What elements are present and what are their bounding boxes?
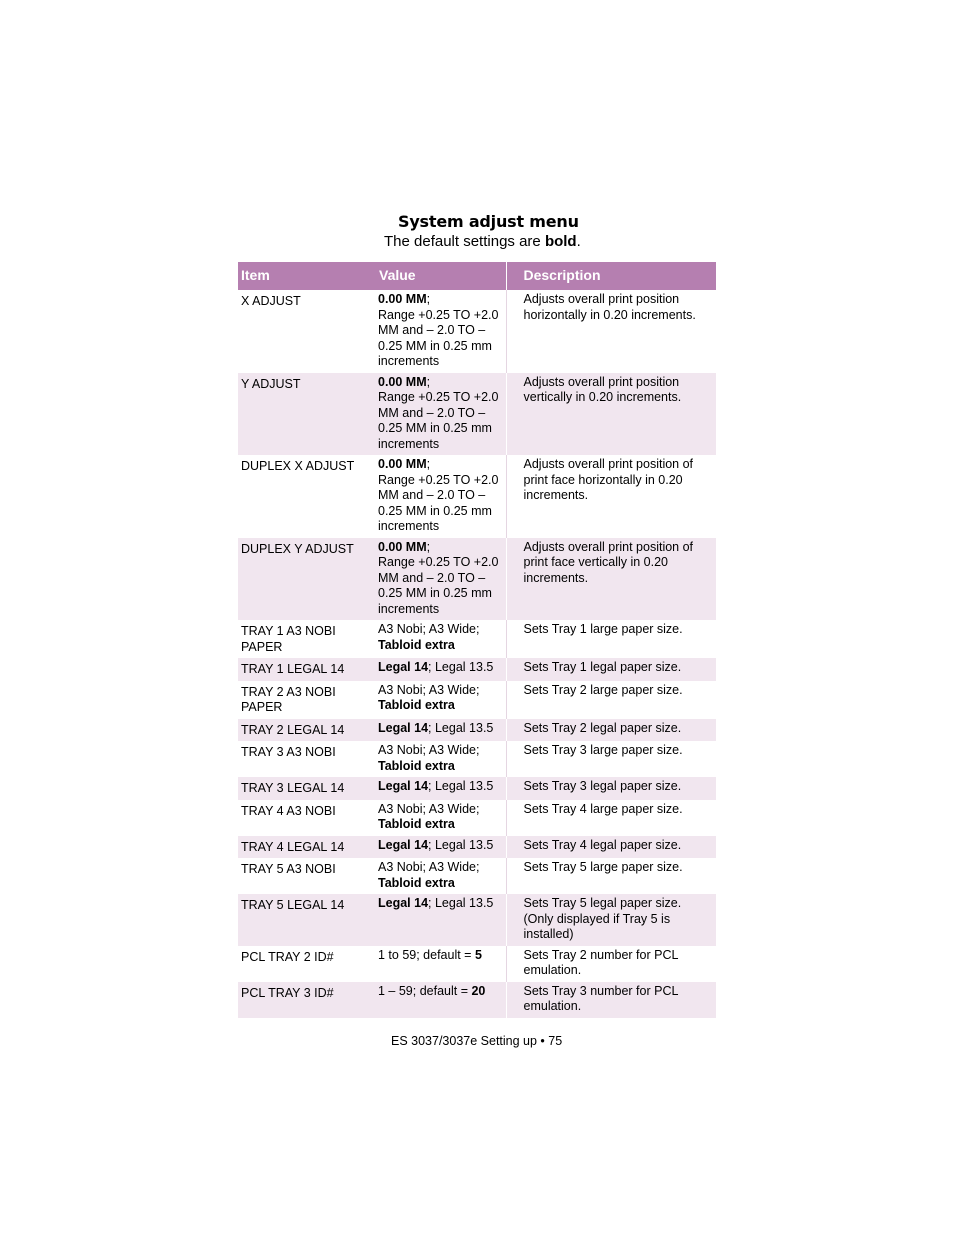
row-item: DUPLEX Y ADJUST [238, 538, 375, 621]
row-value [375, 373, 506, 456]
row-value-text: ; Legal 13.5 [428, 660, 494, 674]
row-value [375, 455, 506, 538]
row-value-text: 1 to 59; default = [378, 947, 475, 962]
row-value [375, 290, 506, 373]
row-item: DUPLEX X ADJUST [241, 459, 355, 473]
header-value: Value [375, 262, 506, 290]
row-item: PCL TRAY 2 ID# [241, 949, 334, 964]
row-value-default: Tabloid extra [378, 698, 455, 712]
row-value [375, 800, 506, 836]
table-row [238, 894, 716, 946]
row-value-text: 1 – 59; default = [378, 983, 472, 998]
table-row [238, 741, 716, 777]
page-title: System adjust menu [398, 212, 579, 231]
table-row [238, 836, 716, 859]
page-subtitle [384, 233, 581, 250]
row-description: Sets Tray 1 large paper size. [523, 622, 683, 636]
row-value [375, 719, 506, 742]
row-value-default: Tabloid extra [378, 758, 455, 773]
row-value-text: A3 Nobi; A3 Wide; [378, 801, 480, 816]
row-item: TRAY 5 A3 NOBI [241, 862, 336, 876]
header-description: Description [506, 262, 716, 290]
row-value-text: ; Legal 13.5 [428, 779, 494, 793]
row-item: TRAY 4 A3 NOBI [241, 803, 336, 818]
row-value-text: A3 Nobi; A3 Wide; [378, 682, 480, 697]
row-value-text: ; [426, 457, 431, 471]
row-value [375, 858, 506, 894]
table-row [238, 858, 716, 894]
row-description: Adjusts overall print position horizontally in 0.20 increments. [523, 292, 696, 322]
row-value-default: 5 [474, 947, 482, 962]
row-description: Adjusts overall print position vertically in 0.20 increments. [506, 373, 716, 456]
row-value [375, 894, 506, 946]
subtitle-text: The default settings are [384, 233, 545, 250]
row-value-text: A3 Nobi; A3 Wide; [378, 622, 480, 636]
table-row [238, 719, 716, 742]
row-value-default: Tabloid extra [378, 875, 455, 890]
row-value-text: ; Legal 13.5 [428, 837, 494, 852]
system-adjust-table [238, 262, 716, 1018]
row-value-text: Range +0.25 TO +2.0 MM and – 2.0 TO – 0.25 MM in 0.25 mm increments [378, 390, 499, 451]
row-value-default: 20 [471, 983, 486, 998]
table-row [238, 800, 716, 836]
row-value-default: Legal 14 [378, 896, 429, 910]
row-description: Sets Tray 2 large paper size. [523, 682, 683, 697]
row-description: Sets Tray 3 legal paper size. [506, 777, 716, 800]
row-description: Sets Tray 1 legal paper size. [506, 658, 716, 681]
row-value-default: 0.00 MM [378, 374, 427, 389]
row-item: TRAY 3 A3 NOBI [241, 745, 336, 759]
row-description: Sets Tray 4 large paper size. [523, 801, 683, 816]
row-item: TRAY 2 A3 NOBI PAPER [241, 684, 336, 714]
row-description: Sets Tray 2 legal paper size. [506, 719, 716, 742]
row-value-default: 0.00 MM [378, 539, 427, 554]
row-value-default: Tabloid extra [378, 637, 455, 652]
row-value-default: Legal 14 [378, 779, 429, 793]
subtitle-bold-word: bold [544, 233, 577, 250]
row-value-text: A3 Nobi; A3 Wide; [378, 743, 480, 757]
row-value-text: Range +0.25 TO +2.0 MM and – 2.0 TO – 0.25 MM in 0.25 mm increments [378, 307, 499, 368]
row-value [375, 982, 506, 1018]
table-header-row [238, 262, 716, 290]
table-row [238, 681, 716, 719]
row-description: Sets Tray 3 large paper size. [523, 743, 683, 757]
row-value-text: ; [426, 292, 431, 306]
table-row [238, 455, 716, 538]
row-value [375, 620, 506, 658]
row-value-default: Legal 14 [378, 720, 429, 735]
table-row [238, 946, 716, 982]
row-value-text: A3 Nobi; A3 Wide; [378, 860, 480, 874]
table-row [238, 777, 716, 800]
row-value [375, 538, 506, 621]
row-description: Adjusts overall print position of print face horizontally in 0.20 increments. [523, 457, 694, 502]
row-value-text: ; [426, 539, 431, 554]
header-item: Item [238, 262, 375, 290]
row-item: TRAY 5 LEGAL 14 [238, 894, 375, 946]
row-value [375, 681, 506, 719]
row-item: TRAY 1 A3 NOBI PAPER [241, 624, 336, 654]
row-item: TRAY 4 LEGAL 14 [238, 836, 375, 859]
row-description: Sets Tray 5 legal paper size. (Only displayed if Tray 5 is installed) [506, 894, 716, 946]
row-value [375, 741, 506, 777]
table-body [238, 290, 716, 1018]
row-item: X ADJUST [241, 294, 301, 308]
row-description: Sets Tray 2 number for PCL emulation. [523, 947, 678, 977]
row-value-default: Tabloid extra [378, 817, 455, 831]
table-row [238, 373, 716, 456]
table-row [238, 658, 716, 681]
row-value-text: Range +0.25 TO +2.0 MM and – 2.0 TO – 0.25 MM in 0.25 mm increments [378, 472, 499, 533]
row-item: TRAY 2 LEGAL 14 [238, 719, 375, 742]
row-value-text: ; Legal 13.5 [428, 720, 494, 735]
row-value [375, 777, 506, 800]
row-value [375, 836, 506, 859]
row-item: TRAY 1 LEGAL 14 [238, 658, 375, 681]
table-row [238, 538, 716, 621]
row-description: Adjusts overall print position of print face vertically in 0.20 increments. [506, 538, 716, 621]
row-value-default: Legal 14 [378, 660, 429, 674]
row-value [375, 658, 506, 681]
row-value [375, 946, 506, 982]
row-value-text: ; [426, 374, 431, 389]
row-description: Sets Tray 5 large paper size. [523, 860, 683, 874]
row-value-text: Range +0.25 TO +2.0 MM and – 2.0 TO – 0.25 MM in 0.25 mm increments [378, 555, 499, 616]
page-footer: ES 3037/3037e Setting up • 75 [391, 1034, 563, 1048]
row-value-text: ; Legal 13.5 [428, 896, 494, 910]
row-description: Sets Tray 4 legal paper size. [506, 836, 716, 859]
row-item: TRAY 3 LEGAL 14 [238, 777, 375, 800]
row-item: Y ADJUST [238, 373, 375, 456]
row-item: PCL TRAY 3 ID# [238, 982, 375, 1018]
table-row [238, 982, 716, 1018]
row-description: Sets Tray 3 number for PCL emulation. [506, 982, 716, 1018]
row-value-default: 0.00 MM [378, 457, 427, 471]
subtitle-period: . [576, 233, 581, 250]
table-row [238, 620, 716, 658]
table-row [238, 290, 716, 373]
row-value-default: 0.00 MM [378, 292, 427, 306]
row-value-default: Legal 14 [378, 837, 429, 852]
